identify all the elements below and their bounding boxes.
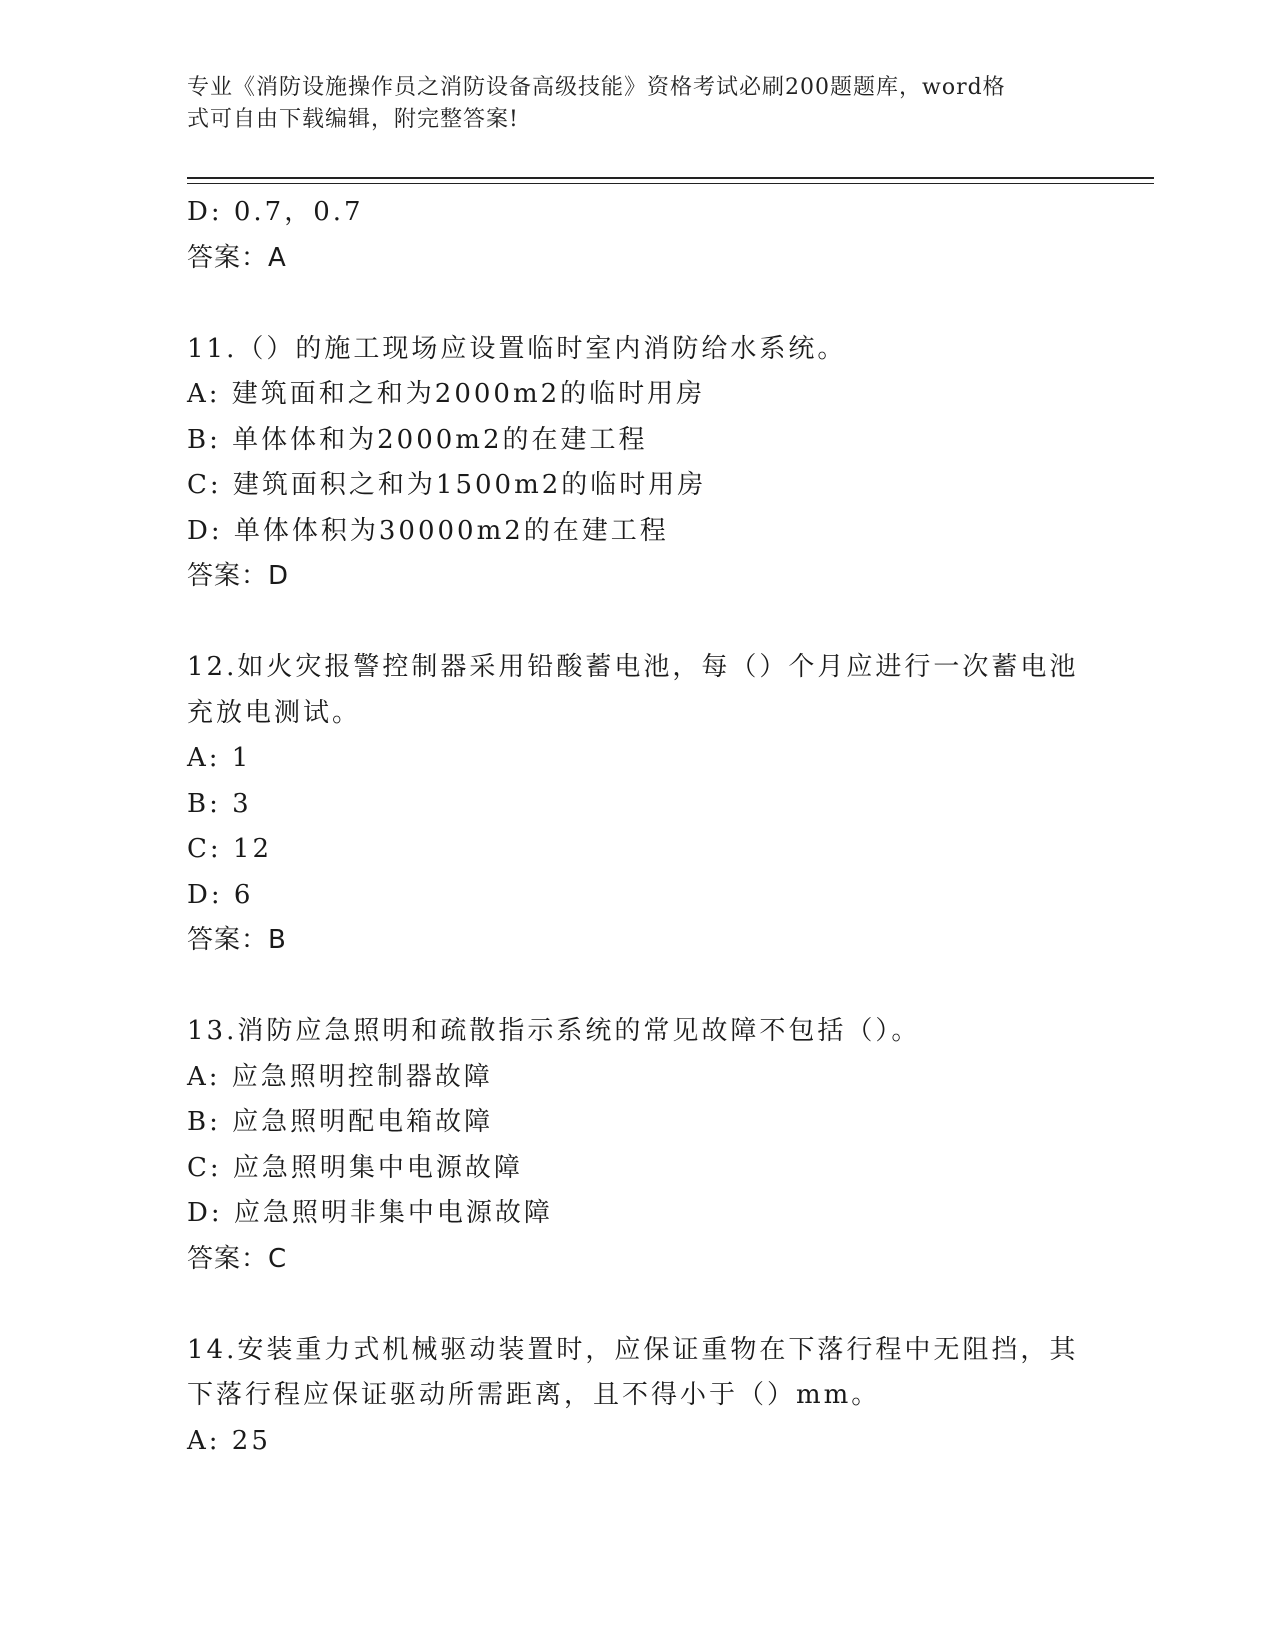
option-c: C: 12	[187, 834, 273, 864]
question-stem-line-1: 12.如火灾报警控制器采用铅酸蓄电池，每（）个月应进行一次蓄电池	[187, 652, 1079, 682]
spacer	[187, 1282, 1087, 1328]
header-divider-thick	[187, 177, 1154, 179]
question-stem: 11.（）的施工现场应设置临时室内消防给水系统。	[187, 333, 847, 364]
prev-answer: 答案：A	[187, 242, 287, 273]
question-stem-line-2: 充放电测试。	[187, 697, 362, 728]
answer: 答案：D	[187, 561, 290, 591]
prev-option-d: D: 0.7，0.7	[187, 197, 364, 227]
option-a: A: 25	[187, 1425, 271, 1456]
option-c: C: 应急照明集中电源故障	[187, 1152, 523, 1183]
question-11	[187, 327, 1087, 600]
question-12	[187, 645, 1087, 964]
option-d: D: 应急照明非集中电源故障	[187, 1198, 553, 1228]
question-list	[187, 190, 1087, 1464]
spacer	[187, 281, 1087, 327]
header-line-2: 式可自由下载编辑，附完整答案!	[187, 107, 519, 132]
header-divider-thin	[187, 183, 1154, 184]
option-a: A: 应急照明控制器故障	[187, 1061, 493, 1092]
answer: 答案：B	[187, 925, 287, 955]
option-a: A: 建筑面和之和为2000m2的临时用房	[187, 379, 706, 409]
question-stem: 13.消防应急照明和疏散指示系统的常见故障不包括（）。	[187, 1016, 921, 1046]
question-14	[187, 1328, 1087, 1465]
spacer	[187, 964, 1087, 1010]
question-stem-line-1: 14.安装重力式机械驱动装置时，应保证重物在下落行程中无阻挡，其	[187, 1334, 1079, 1365]
document-header	[187, 72, 1077, 136]
option-b: B: 单体体和为2000m2的在建工程	[187, 424, 648, 455]
option-d: D: 单体体积为30000m2的在建工程	[187, 515, 669, 546]
option-b: B: 应急照明配电箱故障	[187, 1107, 494, 1137]
option-d: D: 6	[187, 879, 254, 910]
header-line-1: 专业《消防设施操作员之消防设备高级技能》资格考试必刷200题题库，word格	[187, 75, 1006, 100]
option-b: B: 3	[187, 788, 252, 819]
question-stem-line-2: 下落行程应保证驱动所需距离，且不得小于（）mm。	[187, 1380, 881, 1410]
spacer	[187, 600, 1087, 646]
question-13	[187, 1009, 1087, 1282]
option-a: A: 1	[187, 743, 252, 773]
option-c: C: 建筑面积之和为1500m2的临时用房	[187, 470, 707, 500]
answer: 答案：C	[187, 1243, 288, 1274]
